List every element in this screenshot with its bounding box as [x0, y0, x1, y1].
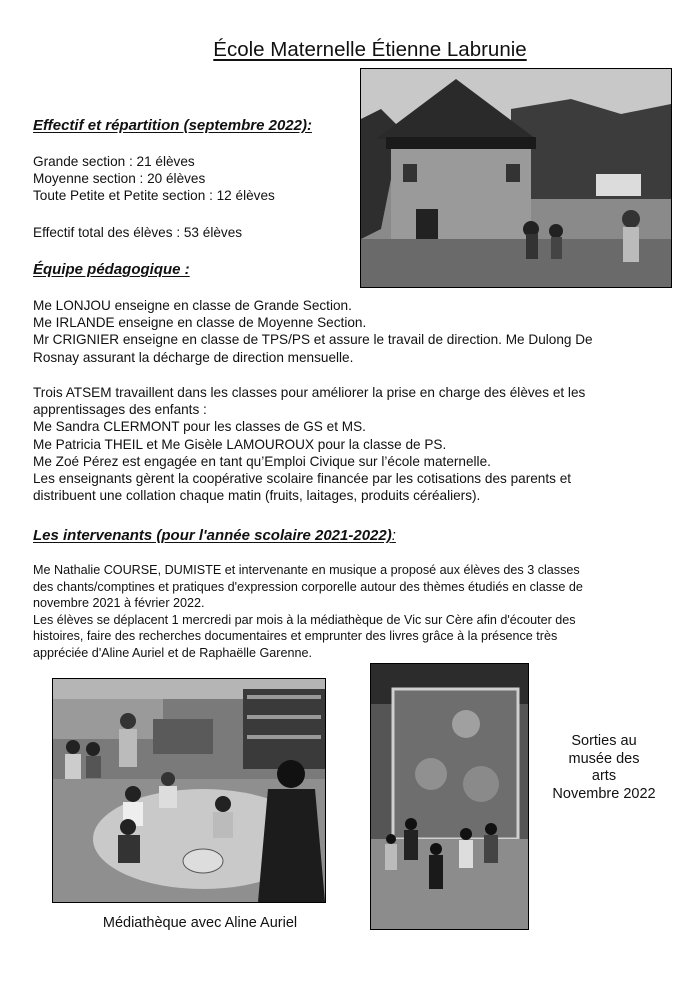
atsem-line: Les enseignants gèrent la coopérative scolaire financée par les cotisations des parents et	[33, 471, 572, 487]
musee-caption	[536, 733, 672, 803]
school-building-photo-image	[361, 69, 671, 287]
musee-caption-line: musée des	[568, 750, 640, 767]
intervenants-line: Me Nathalie COURSE, DUMISTE et intervenante en musique a proposé aux élèves des 3 classes	[33, 563, 580, 577]
intervenants-heading-text: Les intervenants (pour l'année scolaire 2021-2022)	[33, 527, 392, 544]
equipe-line: Rosnay assurant la décharge de direction mensuelle.	[33, 349, 354, 365]
intervenants-heading-colon: :	[391, 527, 396, 544]
intervenants-line: Les élèves se déplacent 1 mercredi par mois à la médiathèque de Vic sur Cère afin d'écouter des	[33, 612, 576, 627]
atsem-list	[33, 384, 585, 504]
effectif-list	[33, 153, 275, 205]
musee-caption-line: arts	[591, 768, 617, 784]
mediatheque-caption: Médiathèque avec Aline Auriel	[102, 915, 298, 931]
atsem-line: Me Sandra CLERMONT pour les classes de GS et MS.	[33, 419, 366, 435]
effectif-gs: Grande section : 21 élèves	[33, 154, 195, 169]
equipe-list	[33, 297, 593, 366]
effectif-tps-ps: Toute Petite et Petite section : 12 élèves	[33, 188, 275, 204]
effectif-total: Effectif total des élèves : 53 élèves	[33, 225, 243, 240]
mediatheque-photo-image	[53, 679, 325, 902]
intervenants-line: histoires, faire des recherches documentaires et emprunter des livres grâce à la présence très	[33, 629, 558, 644]
effectif-heading: Effectif et répartition (septembre 2022):	[33, 117, 312, 134]
intervenants-list	[33, 562, 583, 662]
school-building-photo	[360, 68, 672, 288]
atsem-line: Trois ATSEM travaillent dans les classes pour améliorer la prise en charge des élèves et les	[33, 385, 586, 400]
atsem-line: apprentissages des enfants :	[33, 402, 207, 418]
atsem-line: Me Patricia THEIL et Me Gisèle LAMOUROUX pour la classe de PS.	[33, 436, 447, 452]
intervenants-line: appréciée d'Aline Auriel et de Raphaëlle Garenne.	[33, 645, 312, 660]
intervenants-line: novembre 2021 à février 2022.	[33, 596, 205, 611]
page-title: École Maternelle Étienne Labrunie	[213, 38, 527, 61]
atsem-line: Me Zoé Pérez est engagée en tant qu’Emploi Civique sur l’école maternelle.	[33, 453, 491, 469]
intervenants-heading	[33, 527, 396, 544]
equipe-line: Me LONJOU enseigne en classe de Grande Section.	[33, 298, 352, 313]
effectif-ms: Moyenne section : 20 élèves	[33, 171, 206, 187]
musee-photo	[370, 663, 529, 930]
musee-photo-image	[371, 664, 528, 929]
intervenants-line: des chants/comptines et pratiques d'expression corporelle autour des thèmes étudiés en classe de	[33, 579, 583, 594]
atsem-line: distribuent une collation chaque matin (fruits, laitages, produits céréaliers).	[33, 488, 481, 504]
equipe-line: Me IRLANDE enseigne en classe de Moyenne Section.	[33, 315, 367, 331]
equipe-line: Mr CRIGNIER enseigne en classe de TPS/PS et assure le travail de direction. Me Dulong De	[33, 332, 593, 348]
musee-caption-line: Sorties au	[571, 733, 637, 749]
equipe-heading: Équipe pédagogique :	[33, 261, 190, 278]
musee-caption-line: Novembre 2022	[552, 785, 656, 802]
mediatheque-photo	[52, 678, 326, 903]
